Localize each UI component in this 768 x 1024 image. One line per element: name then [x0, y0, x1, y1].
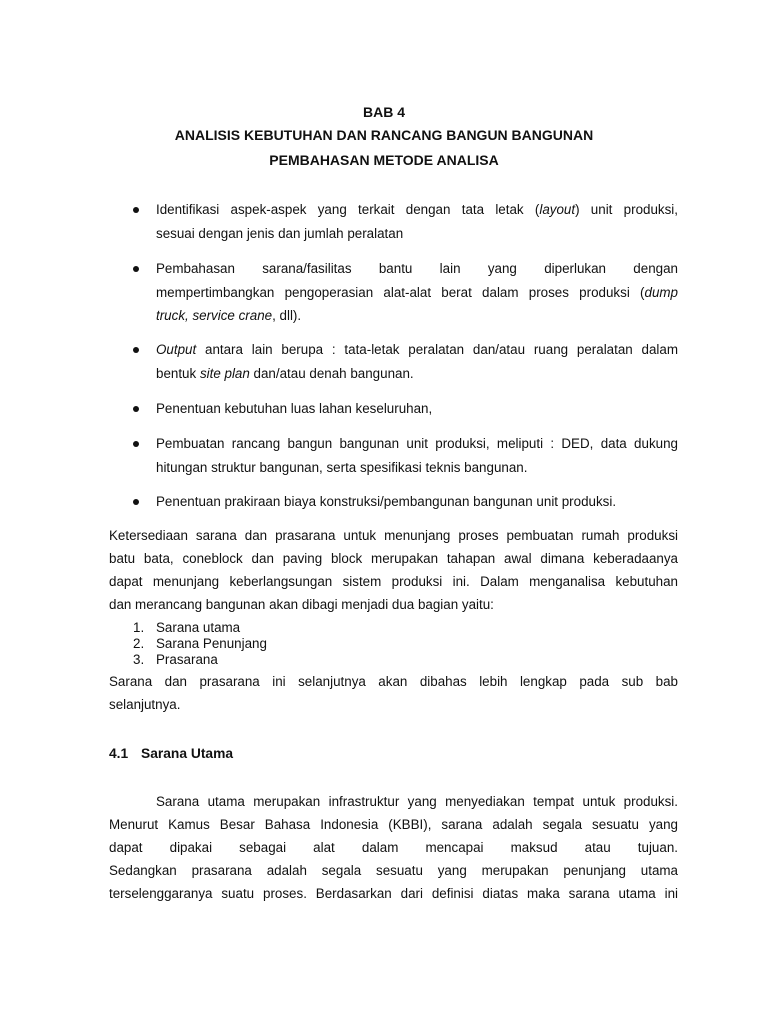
bullet-icon	[133, 266, 139, 272]
bullet-icon	[133, 207, 139, 213]
bullet-line: mempertimbangkan pengoperasian alat-alat berat dalam proses produksi (dump	[156, 285, 678, 300]
bullet-line: Penentuan kebutuhan luas lahan keseluruhan,	[156, 401, 433, 416]
item-number: 3.	[133, 652, 145, 667]
bullet-line: truck, service crane, dll).	[156, 308, 302, 323]
item-text: Prasarana	[156, 652, 218, 667]
paragraph-line: Sarana utama merupakan infrastruktur yang menyediakan tempat untuk produksi.	[156, 794, 678, 809]
bullet-icon	[133, 347, 139, 353]
bullet-line: Pembahasan sarana/fasilitas bantu lain yang diperlukan dengan	[156, 261, 678, 276]
chapter-subtitle: PEMBAHASAN METODE ANALISA	[269, 152, 499, 168]
paragraph-line: dapat menunjang keberlangsungan sistem produksi ini. Dalam menganalisa kebutuhan	[109, 574, 678, 589]
bullet-line: sesuai dengan jenis dan jumlah peralatan	[156, 226, 404, 241]
section-number: 4.1	[109, 746, 129, 761]
section-title: Sarana Utama	[141, 746, 234, 761]
bullet-icon	[133, 406, 139, 412]
item-number: 2.	[133, 636, 145, 651]
paragraph-line: dan merancang bangunan akan dibagi menjadi dua bagian yaitu:	[109, 597, 494, 612]
paragraph-line: Sedangkan prasarana adalah segala sesuatu yang merupakan penunjang utama	[109, 863, 678, 878]
item-text: Sarana Penunjang	[156, 636, 267, 651]
section-heading	[109, 745, 233, 763]
paragraph-line: selanjutnya.	[109, 697, 181, 712]
paragraph-line: Sarana dan prasarana ini selanjutnya akan dibahas lebih lengkap pada sub bab	[109, 674, 678, 689]
bullet-line: Identifikasi aspek-aspek yang terkait dengan tata letak (layout) unit produksi,	[156, 202, 678, 217]
paragraph-line: batu bata, coneblock dan paving block merupakan tahapan awal dimana keberadaanya	[109, 551, 678, 566]
bullet-line: Pembuatan rancang bangun bangunan unit produksi, meliputi : DED, data dukung	[156, 436, 678, 451]
paragraph-line: Ketersediaan sarana dan prasarana untuk menunjang proses pembuatan rumah produksi	[109, 528, 678, 543]
item-text: Sarana utama	[156, 620, 241, 635]
paragraph-line: dapat dipakai sebagai alat dalam mencapai maksud atau tujuan.	[109, 840, 678, 855]
bullet-line: Output antara lain berupa : tata-letak peralatan dan/atau ruang peralatan dalam	[156, 342, 678, 357]
chapter-title: ANALISIS KEBUTUHAN DAN RANCANG BANGUN BANGUNAN	[174, 127, 594, 143]
bullet-icon	[133, 441, 139, 447]
bullet-line: hitungan struktur bangunan, serta spesifikasi teknis bangunan.	[156, 460, 528, 475]
chapter-number: BAB 4	[362, 104, 405, 120]
paragraph-line: terselenggaranya suatu proses. Berdasarkan dari definisi diatas maka sarana utama ini	[109, 886, 678, 901]
item-number: 1.	[133, 620, 145, 635]
paragraph-line: Menurut Kamus Besar Bahasa Indonesia (KBBI), sarana adalah segala sesuatu yang	[109, 817, 678, 832]
bullet-line: Penentuan prakiraan biaya konstruksi/pembangunan bangunan unit produksi.	[156, 494, 617, 509]
bullet-line: bentuk site plan dan/atau denah bangunan.	[156, 366, 414, 381]
bullet-icon	[133, 499, 139, 505]
